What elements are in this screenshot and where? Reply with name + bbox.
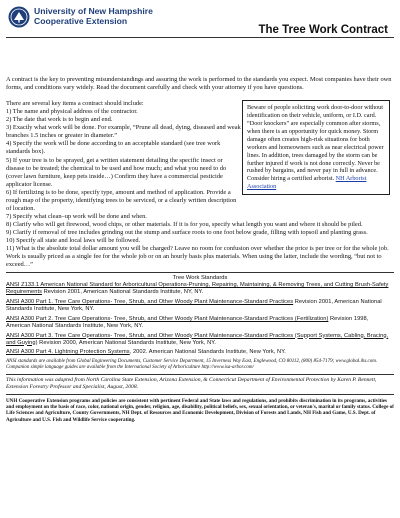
door-knocker-warning-box (242, 100, 390, 195)
warning-text: Beware of people soliciting work door-to-door without identification on their vehicle, uniform, or I.D. card. “Door knockers” are especially common after storms, when there is an opportunity for quick money. Storm damage often creates high-risk situations for both workers and homeowners such as near electrical power lines. In addition, trees damaged by the storm can be further injured if work is not done correctly. Never be rushed by bargains, and never pay in full in advance. Consider hiring a certified arborist. (247, 104, 384, 183)
document-page (6, 4, 394, 423)
list-item: 11) What is the absolute total dollar amount you will be charged? Leave no room for confusion over whether the price is per tree or for the whole job. Work is usually priced as a single fee for the whole job or on an hourly basis plus materials. When using the latter, include the wording, “but not to exceed…” (6, 245, 389, 269)
list-item: 4) Specify the work will be done according to an acceptable standard (see tree work standards box). (6, 140, 221, 156)
nondiscrimination-statement: UNH Cooperative Extension programs and policies are consistent with pertinent Federal and State laws and regulations, and prohibits discrimination in its programs, activities and employment on the basis of race, color, national origin, gender, religion, age, disability, political beliefs, sex, sexual orientation, or veteran's, marital or family status. College of Life Sciences and Agriculture, County Governments, NH Dept. of Resources and Economic Development, Division of Forests and Lands, NH Fish and Game, U.S. Dept. of Agriculture and U.S. Fish and Wildlife Service cooperating. (6, 397, 394, 423)
standard-entry (6, 333, 394, 347)
intro-paragraph: A contract is the key to preventing misunderstandings and assuring the work is performed to the standards you expect. Most companies have their own forms, and conditions vary widely. Read the document carefully and check with your attorney if you have questions. (6, 76, 392, 92)
standard-details: Revision 2000, American National Standards Institute, New York, NY. (37, 339, 216, 346)
standard-entry (6, 349, 394, 356)
standard-entry (6, 282, 394, 296)
logo-university-name: University of New Hampshire (34, 6, 153, 16)
standard-entry (6, 316, 394, 330)
logo-division-name: Cooperative Extension (34, 16, 128, 26)
standard-details: Revision 2001, American National Standards Institute, NY, NY. (42, 289, 204, 296)
list-item: 3) Exactly what work will be done. For example, “Prune all dead, dying, diseased and weak branches 1.5 inches or greater in diameter.” (6, 124, 241, 140)
standard-details: Revision 2001, American National Standards Institute, New York, NY. (6, 298, 382, 312)
standard-entry (6, 299, 394, 313)
standard-link[interactable]: ANSI A300 Part 1. Tree Care Operations- Tree, Shrub, and Other Woody Plant Maintenance-Standard Practices (6, 298, 294, 305)
header-divider (6, 37, 394, 38)
list-full-width (6, 213, 390, 269)
page-header (6, 4, 394, 44)
unh-seal-icon (8, 6, 30, 28)
unh-logo (8, 6, 153, 28)
standard-details: , 2002. American National Standards Institute, New York, NY. (129, 349, 286, 356)
adapted-divider (6, 374, 394, 375)
standard-link[interactable]: ANSI A300 Part 3. Tree Care Operations- Tree, Shrub, and Other Woody Plant Maintenance-Standard Practices (Support Systems, Cabling, Bracing, and Guying) (6, 332, 389, 346)
contract-items-section (6, 100, 394, 269)
page-title: The Tree Work Contract (258, 24, 388, 36)
standard-details: Revision 1998, American National Standards Institute, New York, NY. (6, 315, 369, 329)
list-item: 10) Specify all state and local laws will be followed. (6, 236, 141, 244)
standards-title: Tree Work Standards (172, 275, 228, 282)
list-left-column (6, 100, 242, 213)
standard-link[interactable]: ANSI A300 Part 4. Lightning Protection Systems (6, 349, 130, 356)
tree-work-standards-box (6, 272, 394, 371)
list-item: 7) Specify what clean–up work will be done and when. (6, 212, 147, 220)
list-item: 5) If your tree is to be sprayed, get a written statement detailing the specific insect or disease to be treated; the chemical to be used and how much; and what you need to do (cover lawn furniture, keep pets inside…) Confirm they have a commercial pesticide applicator license. (6, 156, 227, 188)
list-item: 6) If fertilizing is to be done, specify type, amount and method of application. Provide a rough map of the property, identifying trees to be serviced, or a clearly written description of location. (6, 188, 237, 212)
footer-divider (6, 394, 394, 395)
list-item: 2) The date that work is to begin and end. (6, 116, 113, 124)
list-item: 9) Clarify if removal of tree includes grinding out the stump and surface roots to one foot below grade, filling with topsoil and planting grass. (6, 228, 368, 236)
list-item: 1) The name and physical address of the contractor. (6, 108, 138, 116)
standard-link[interactable]: ANSI A300 Part 2. Tree Care Operations- Tree, Shrub, and Other Woody Plant Maintenance-Standard Practices (Fertilization) (6, 315, 329, 322)
adapted-credit: This information was adapted from North Carolina State Extension, Arizona Extension, & Connecticut Department of Environmental Protection by Karen P. Bennett, Extension Forestry Professor and Specialist, August, 2008. (6, 377, 377, 391)
standard-link[interactable]: ANSI Z133.1 American National Standard for Arboricultural Operations-Pruning, Repairing, Maintaining, & Removing Trees, and Cutting Brush-Safety Requirements (6, 282, 389, 296)
list-lead: There are several key items a contract should include: (6, 100, 144, 108)
standards-availability-note: ANSI standards are available from Global Engineering Documents, Customer Service Department, 15 Inverness Way East, Englewood, CO 80112, (800) 854-7179; www.global.ihs.com. Companion simple language guides are available from the International Society of Arboriculture http://www.isa-arbor.com/ (6, 359, 378, 371)
list-item: 8) Clarify who will get firewood, wood chips, or other materials. If it is for you, specify what length you want and where it should be piled. (6, 220, 363, 228)
nh-arborist-association-link[interactable]: NH Arborist Association (247, 175, 367, 191)
